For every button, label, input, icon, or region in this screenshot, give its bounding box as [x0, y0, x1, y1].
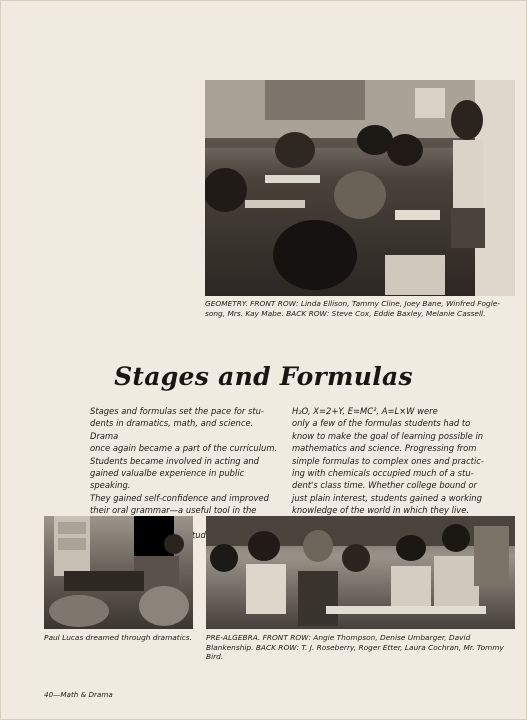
right-line: simple formulas to complex ones and practic- [292, 455, 484, 466]
right-column-text [292, 405, 488, 517]
pre-algebra-caption [206, 633, 518, 662]
right-line: dent's class time. Whether college bound or [292, 480, 477, 491]
drama-student-photo [44, 516, 193, 629]
right-line: mathematics and science. Progressing from [292, 443, 477, 454]
left-line: once again became a part of the curriculum. [90, 443, 278, 454]
right-line: ing with chemicals occupied much of a stu- [292, 468, 474, 479]
left-line: They gained self-confidence and improved [90, 492, 269, 503]
left-line: gained valualbe experience in public speaking. [90, 468, 245, 491]
geometry-class-photo [205, 80, 515, 296]
geometry-caption-line-2: song, Mrs. Kay Mabe. BACK ROW: Steve Cox, Eddie Baxley, Melanie Cassell. [205, 308, 486, 318]
page-folio: 40—Math & Drama [44, 690, 113, 699]
drama-photo-illustration [44, 516, 193, 629]
right-line: only a few of the formulas students had to [292, 418, 471, 429]
left-line: their oral grammar—a useful tool in the [90, 505, 257, 516]
geometry-photo-illustration [205, 80, 515, 296]
right-line: know to make the goal of learning possible in [292, 430, 484, 441]
pre-algebra-caption-line-2: Blankenship. BACK ROW: T. J. Roseberry, Roger Etter, Laura Cochran, Mr. Tommy [206, 642, 504, 652]
left-line: Stages and formulas set the pace for stu- [90, 406, 265, 416]
right-line: knowledge of the world in which they live. [292, 505, 470, 516]
page-title: Stages and Formulas [114, 362, 413, 391]
right-line: just plain interest, students gained a working [292, 492, 482, 503]
geometry-caption-line-1: GEOMETRY. FRONT ROW: Linda Ellison, Tammy Cline, Joey Bane, Winfred Fogle- [205, 299, 500, 308]
pre-algebra-caption-line-1: PRE-ALGEBRA. FRONT ROW: Angie Thompson, Denise Umbarger, David [206, 633, 471, 642]
drama-caption: Paul Lucas dreamed through dramatics. [44, 633, 193, 642]
right-line: H₂O, X=2+Y, E=MC², A=L×W were [292, 406, 438, 416]
pre-algebra-photo-illustration [206, 516, 515, 629]
pre-algebra-caption-line-3: Bird. [206, 652, 224, 662]
left-line: dents in dramatics, math, and science. Drama [90, 418, 254, 441]
geometry-caption [205, 299, 517, 318]
left-line: Students became involved in acting and [90, 455, 259, 466]
pre-algebra-class-photo [206, 516, 515, 629]
